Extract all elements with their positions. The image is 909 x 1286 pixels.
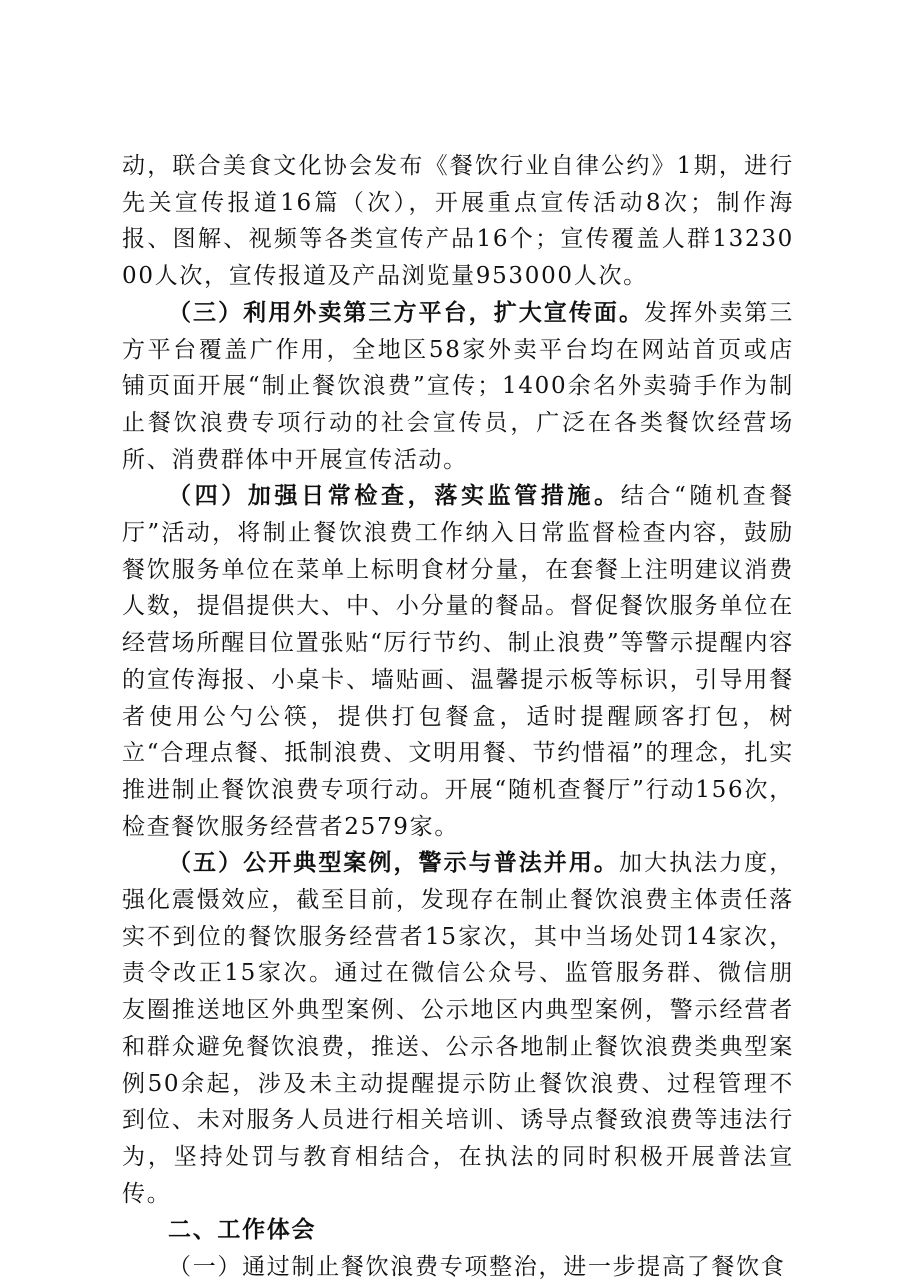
paragraph-work-experience <box>122 1249 794 1286</box>
paragraph-text: （一）通过制止餐饮浪费专项整治，进一步提高了餐饮食 <box>168 1254 786 1281</box>
paragraph-typical-cases <box>122 845 794 1212</box>
paragraph-takeout-platform <box>122 295 794 479</box>
paragraph-lead: （三）利用外卖第三方平台，扩大宣传面。 <box>168 299 645 326</box>
paragraph-continuation <box>122 148 794 295</box>
paragraph-text: 动，联合美食文化协会发布《餐饮行业自律公约》1期，进行先关宣传报道16篇（次），开展重点宣传活动8次；制作海报、图解、视频等各类宣传产品16个；宣传覆盖人群1323000人次，宣传报道及产品浏览量953000人次。 <box>122 153 794 290</box>
paragraph-lead: （四）加强日常检查，落实监管措施。 <box>168 483 621 510</box>
paragraph-text: 结合“随机查餐厅”活动，将制止餐饮浪费工作纳入日常监督检查内容，鼓励餐饮服务单位在菜单上标明食材分量，在套餐上注明建议消费人数，提倡提供大、中、小分量的餐品。督促餐饮服务单位在经营场所醒目位置张贴“厉行节约、制止浪费”等警示提醒内容的宣传海报、小桌卡、墙贴画、温馨提示板等标识，引导用餐者使用公勺公筷，提供打包餐盒，适时提醒顾客打包，树立“合理点餐、抵制浪费、文明用餐、节约惜福”的理念，扎实推进制止餐饮浪费专项行动。开展“随机查餐厅”行动156次，检查餐饮服务经营者2579家。 <box>122 483 794 840</box>
section-heading: 二、工作体会 <box>168 1217 317 1244</box>
paragraph-text: 加大执法力度，强化震慑效应，截至目前，发现存在制止餐饮浪费主体责任落实不到位的餐饮服务经营者15家次，其中当场处罚14家次，责令改正15家次。通过在微信公众号、监管服务群、微信朋友圈推送地区外典型案例、公示地区内典型案例，警示经营者和群众避免餐饮浪费，推送、公示各地制止餐饮浪费类典型案例50余起，涉及未主动提醒提示防止餐饮浪费、过程管理不到位、未对服务人员进行相关培训、诱导点餐致浪费等违法行为，坚持处罚与教育相结合，在执法的同时积极开展普法宣传。 <box>122 850 794 1207</box>
paragraph-text: 发挥外卖第三方平台覆盖广作用，全地区58家外卖平台均在网站首页或店铺页面开展“制止餐饮浪费”宣传；1400余名外卖骑手作为制止餐饮浪费专项行动的社会宣传员，广泛在各类餐饮经营场所、消费群体中开展宣传活动。 <box>122 299 794 473</box>
document-page <box>122 148 794 1286</box>
paragraph-daily-inspection <box>122 478 794 845</box>
paragraph-lead: （五）公开典型案例，警示与普法并用。 <box>168 850 619 877</box>
